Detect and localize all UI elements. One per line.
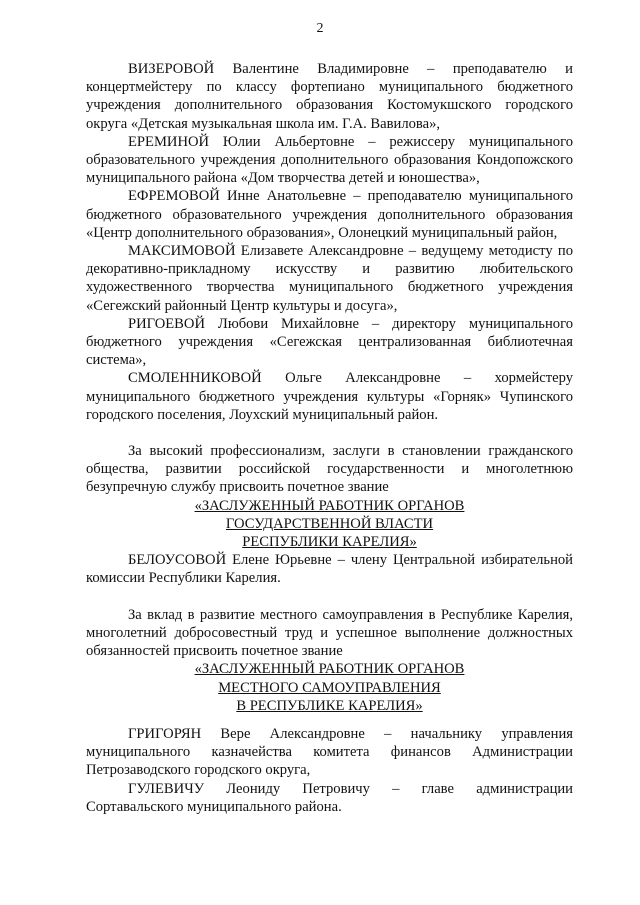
- award-intro: За вклад в развитие местного самоуправления в Республике Карелия, многолетний добросовестный труд и успешное выполнение должностных обязанностей присвоить почетное звание: [86, 606, 573, 660]
- award-entry: МАКСИМОВОЙ Елизавете Александровне – ведущему методисту по декоративно-прикладному искусству и развитию любительского художественного творчества муниципального бюджетного учреждения «Сегежский районный Центр культуры и досуга»,: [86, 243, 573, 314]
- award-entry: ГУЛЕВИЧУ Леониду Петровичу – главе администрации Сортавальского муниципального района.: [86, 780, 573, 815]
- award-entry: ВИЗЕРОВОЙ Валентине Владимировне – преподавателю и концертмейстеру по классу фортепиано муниципального бюджетного учреждения дополнительного образования Костомукшского городского округа «Детская музыкальная школа им. Г.А. Вавилова»,: [86, 61, 573, 132]
- honorary-title: [86, 497, 573, 552]
- award-entry: ГРИГОРЯН Вере Александровне – начальнику управления муниципального казначейства комитета финансов Администрации Петрозаводского городского округа,: [86, 725, 573, 779]
- honorary-title-line: ГОСУДАРСТВЕННОЙ ВЛАСТИ: [225, 515, 434, 532]
- award-entry: ЕРЕМИНОЙ Юлии Альбертовне – режиссеру муниципального образовательного учреждения дополнительного образования Кондопожского муниципального района «Дом творчества детей и юношества»,: [86, 133, 573, 187]
- honorary-title-line: В РЕСПУБЛИКЕ КАРЕЛИЯ»: [236, 697, 423, 714]
- page-number: 2: [316, 21, 324, 36]
- honorary-title-line: МЕСТНОГО САМОУПРАВЛЕНИЯ: [218, 679, 441, 696]
- honorary-title-line: РЕСПУБЛИКИ КАРЕЛИЯ»: [242, 534, 417, 551]
- award-entry: РИГОЕВОЙ Любови Михайловне – директору муниципального бюджетного учреждения «Сегежская централизованная библиотечная система»,: [86, 315, 573, 369]
- honorary-title-line: «ЗАСЛУЖЕННЫЙ РАБОТНИК ОРГАНОВ: [194, 661, 465, 678]
- honorary-title: [86, 660, 573, 715]
- award-entry: СМОЛЕННИКОВОЙ Ольге Александровне – хормейстеру муниципального бюджетного учреждения культуры «Горняк» Чупинского городского поселения, Лоухский муниципальный район.: [86, 370, 573, 423]
- document-body: [86, 60, 573, 816]
- honorary-title-line: «ЗАСЛУЖЕННЫЙ РАБОТНИК ОРГАНОВ: [194, 497, 465, 514]
- award-entry: БЕЛОУСОВОЙ Елене Юрьевне – члену Центральной избирательной комиссии Республики Карелия.: [86, 552, 573, 587]
- award-intro: За высокий профессионализм, заслуги в становлении гражданского общества, развитии российской государственности и многолетнюю безупречную службу присвоить почетное звание: [86, 443, 573, 496]
- award-entry: ЕФРЕМОВОЙ Инне Анатольевне – преподавателю муниципального бюджетного образовательного учреждения дополнительного образования «Центр дополнительного образования», Олонецкий муниципальный район,: [86, 188, 573, 241]
